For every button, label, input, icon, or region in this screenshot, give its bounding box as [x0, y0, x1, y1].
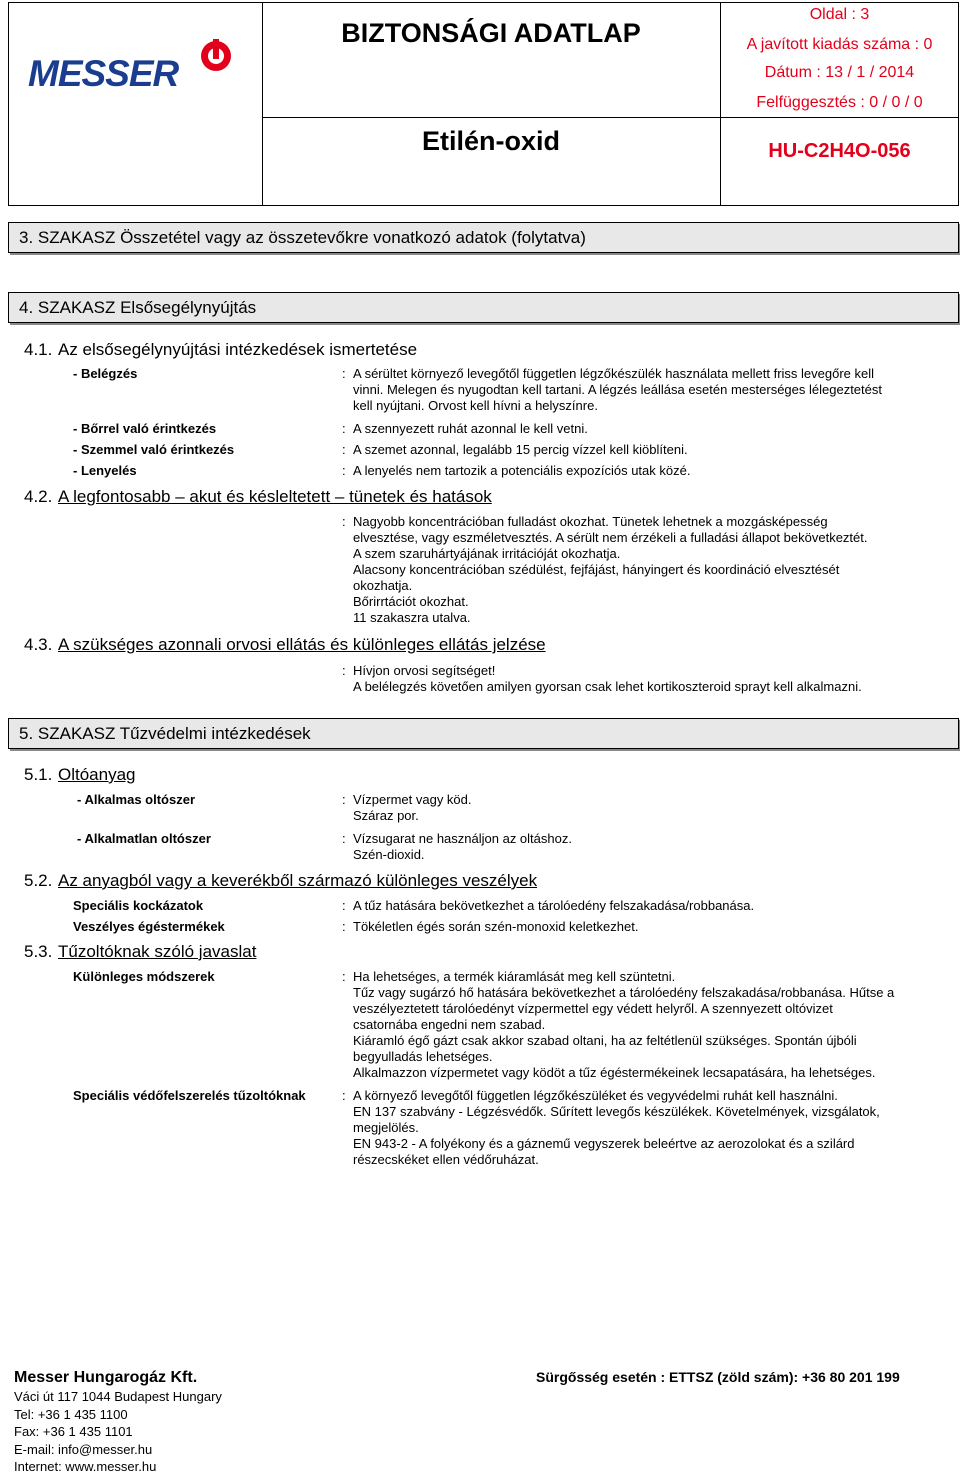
- unsuitable-extinguisher-label: - Alkalmatlan oltószer: [77, 831, 211, 846]
- colon-separator: :: [342, 514, 346, 529]
- text-line: Szén-dioxid.: [353, 847, 425, 862]
- unsuitable-extinguisher-text: [353, 831, 943, 863]
- suitable-extinguisher-text: [353, 792, 943, 824]
- eye-contact-label: - Szemmel való érintkezés: [73, 442, 235, 457]
- special-methods-text: [353, 969, 943, 1081]
- company-website: Internet: www.messer.hu: [14, 1459, 157, 1474]
- subsection-4-3-heading: [24, 635, 546, 655]
- section-3-bar: 3. SZAKASZ Összetétel vagy az összetevőkre vonatkozó adatok (folytatva): [8, 222, 959, 253]
- text-line: Nagyobb koncentrációban fulladást okozhat. Tünetek lehetnek a mozgásképesség: [353, 514, 828, 529]
- combustion-products-text: Tökéletlen égés során szén-monoxid keletkezhet.: [353, 919, 639, 934]
- revision-number: A javított kiadás száma : 0: [746, 36, 933, 53]
- colon-separator: :: [342, 831, 346, 846]
- colon-separator: :: [342, 969, 346, 984]
- document-code: HU-C2H4O-056: [768, 140, 911, 162]
- text-line: A sérültet környező levegőtől független légzőkészülék használata mellett friss levegőre kell: [353, 366, 875, 381]
- skin-contact-label: - Bőrrel való érintkezés: [73, 421, 217, 436]
- text-line: részecskéket ellen védőruházat.: [353, 1152, 539, 1167]
- subsection-number: 4.1.: [24, 340, 53, 359]
- subsection-4-2-heading: [24, 487, 492, 507]
- text-line: csatornába engedni nem szabad.: [353, 1017, 546, 1032]
- document-title: BIZTONSÁGI ADATLAP: [341, 18, 641, 48]
- suitable-extinguisher-label: - Alkalmas oltószer: [77, 792, 196, 807]
- ingestion-label: - Lenyelés: [73, 463, 137, 478]
- subsection-4-1-heading: [24, 340, 417, 360]
- colon-separator: :: [342, 792, 346, 807]
- colon-separator: :: [342, 421, 346, 436]
- text-line: A szem szaruhártyájának irritációját okozhatja.: [353, 546, 621, 561]
- subsection-title: A legfontosabb – akut és késleltetett – tünetek és hatások: [58, 487, 492, 506]
- suspension-info: Felfüggesztés : 0 / 0 / 0: [756, 94, 923, 111]
- text-line: veszélyeztetett tárolóedényt vízpermettel egy védett helyről. A szennyezett oltóvizet: [353, 1001, 833, 1016]
- text-line: A környező levegőtől független légzőkészüléket és vegyvédelmi ruhát kell használni.: [353, 1088, 838, 1103]
- subsection-number: 5.2.: [24, 871, 53, 890]
- text-line: vinni. Melegen és nyugodtan kell tartani. A légzés leállása esetén mesterséges lélegeztetést: [353, 382, 882, 397]
- text-line: begyulladás lehetséges.: [353, 1049, 493, 1064]
- text-line: Hívjon orvosi segítséget!: [353, 663, 496, 678]
- section-5-bar: 5. SZAKASZ Tűzvédelmi intézkedések: [8, 718, 959, 749]
- emergency-number: Sürgősség esetén : ETTSZ (zöld szám): +36 80 201 199: [536, 1369, 900, 1385]
- text-line: megjelölés.: [353, 1120, 419, 1135]
- text-line: okozhatja.: [353, 578, 413, 593]
- firefighter-equipment-text: [353, 1088, 943, 1168]
- header-divider: [262, 117, 958, 118]
- messer-logo-graphic: [26, 36, 241, 92]
- colon-separator: :: [342, 919, 346, 934]
- colon-separator: :: [342, 1088, 346, 1103]
- colon-separator: :: [342, 442, 346, 457]
- text-line: A belélegzés követően amilyen gyorsan csak lehet kortikoszteroid sprayt kell alkalmazni.: [353, 679, 862, 694]
- section-4-bar: 4. SZAKASZ Elsősegélynyújtás: [8, 292, 959, 323]
- subsection-number: 4.3.: [24, 635, 53, 654]
- company-address: Váci út 117 1044 Budapest Hungary: [14, 1389, 222, 1404]
- inhalation-label: - Belégzés: [73, 366, 138, 381]
- subsection-title: Tűzoltóknak szóló javaslat: [58, 942, 257, 961]
- medical-attention-text: [353, 663, 943, 695]
- text-line: Kiáramló égő gázt csak akkor szabad oltani, ha az feltétlenül szükséges. Spontán újbóli: [353, 1033, 857, 1048]
- subsection-5-2-heading: [24, 871, 537, 891]
- ingestion-text: A lenyelés nem tartozik a potenciális expozíciós utak közé.: [353, 463, 691, 478]
- subsection-5-3-heading: [24, 942, 256, 962]
- text-line: kell nyújtani. Orvost kell hívni a helyszínre.: [353, 398, 598, 413]
- eye-contact-text: A szemet azonnal, legalább 15 percig vízzel kell kiöblíteni.: [353, 442, 688, 457]
- subsection-number: 4.2.: [24, 487, 53, 506]
- skin-contact-text: A szennyezett ruhát azonnal le kell vetni.: [353, 421, 588, 436]
- colon-separator: :: [342, 898, 346, 913]
- text-line: Vízsugarat ne használjon az oltáshoz.: [353, 831, 572, 846]
- product-name: Etilén-oxid: [421, 126, 560, 156]
- company-fax: Fax: +36 1 435 1101: [14, 1424, 133, 1439]
- text-line: Száraz por.: [353, 808, 419, 823]
- footer-contact: [14, 1368, 222, 1476]
- messer-logo: [26, 36, 241, 92]
- subsection-title: A szükséges azonnali orvosi ellátás és különleges ellátás jelzése: [58, 635, 546, 654]
- text-line: EN 943-2 - A folyékony és a gáznemű vegyszerek beleértve az aerozolokat és a szilárd: [353, 1136, 855, 1151]
- inhalation-text: [353, 366, 943, 414]
- document-date: Dátum : 13 / 1 / 2014: [764, 64, 915, 81]
- subsection-title: Az anyagból vagy a keverékből származó különleges veszélyek: [58, 871, 538, 890]
- company-phone: Tel: +36 1 435 1100: [14, 1406, 128, 1422]
- special-risks-label: Speciális kockázatok: [73, 898, 204, 913]
- special-methods-label: Különleges módszerek: [73, 969, 215, 984]
- text-line: 11 szakaszra utalva.: [353, 610, 471, 625]
- text-line: Alkalmazzon vízpermetet vagy ködöt a tűz égéstermékeinek lecsapatására, ha lehetséges.: [353, 1065, 876, 1080]
- subsection-title: Oltóanyag: [58, 765, 136, 784]
- text-line: EN 137 szabvány - Légzésvédők. Sűrített levegős készülékek. Követelmények, vizsgálatok,: [353, 1104, 880, 1119]
- text-line: Alacsony koncentrációban szédülést, fejfájást, hányingert és koordináció elvesztését: [353, 562, 840, 577]
- text-line: Ha lehetséges, a termék kiáramlását meg kell szüntetni.: [353, 969, 676, 984]
- combustion-products-label: Veszélyes égéstermékek: [73, 919, 225, 934]
- colon-separator: :: [342, 663, 346, 678]
- logo-text: MESSER: [28, 53, 179, 92]
- subsection-number: 5.3.: [24, 942, 53, 961]
- text-line: Vízpermet vagy köd.: [353, 792, 472, 807]
- subsection-number: 5.1.: [24, 765, 53, 784]
- company-email: E-mail: info@messer.hu: [14, 1441, 153, 1457]
- special-risks-text: A tűz hatására bekövetkezhet a tárolóedény felszakadása/robbanása.: [353, 898, 755, 913]
- firefighter-equipment-label: Speciális védőfelszerelés tűzoltóknak: [73, 1088, 306, 1103]
- colon-separator: :: [342, 463, 346, 478]
- page-number: Oldal : 3: [809, 6, 870, 23]
- colon-separator: :: [342, 366, 346, 381]
- text-line: Bőrirrtációt okozhat.: [353, 594, 469, 609]
- text-line: Tűz vagy sugárzó hő hatására bekövetkezhet a tárolóedény felszakadása/robbanása. Hűtse a: [353, 985, 895, 1000]
- text-line: elvesztése, vagy eszméletvesztés. A sérült nem érzékeli a fulladási állapot bekövetkeztét.: [353, 530, 868, 545]
- symptoms-text: [353, 514, 943, 626]
- company-name: Messer Hungarogáz Kft.: [14, 1369, 198, 1386]
- subsection-5-1-heading: [24, 765, 136, 785]
- subsection-title: Az elsősegélynyújtási intézkedések ismertetése: [58, 340, 418, 359]
